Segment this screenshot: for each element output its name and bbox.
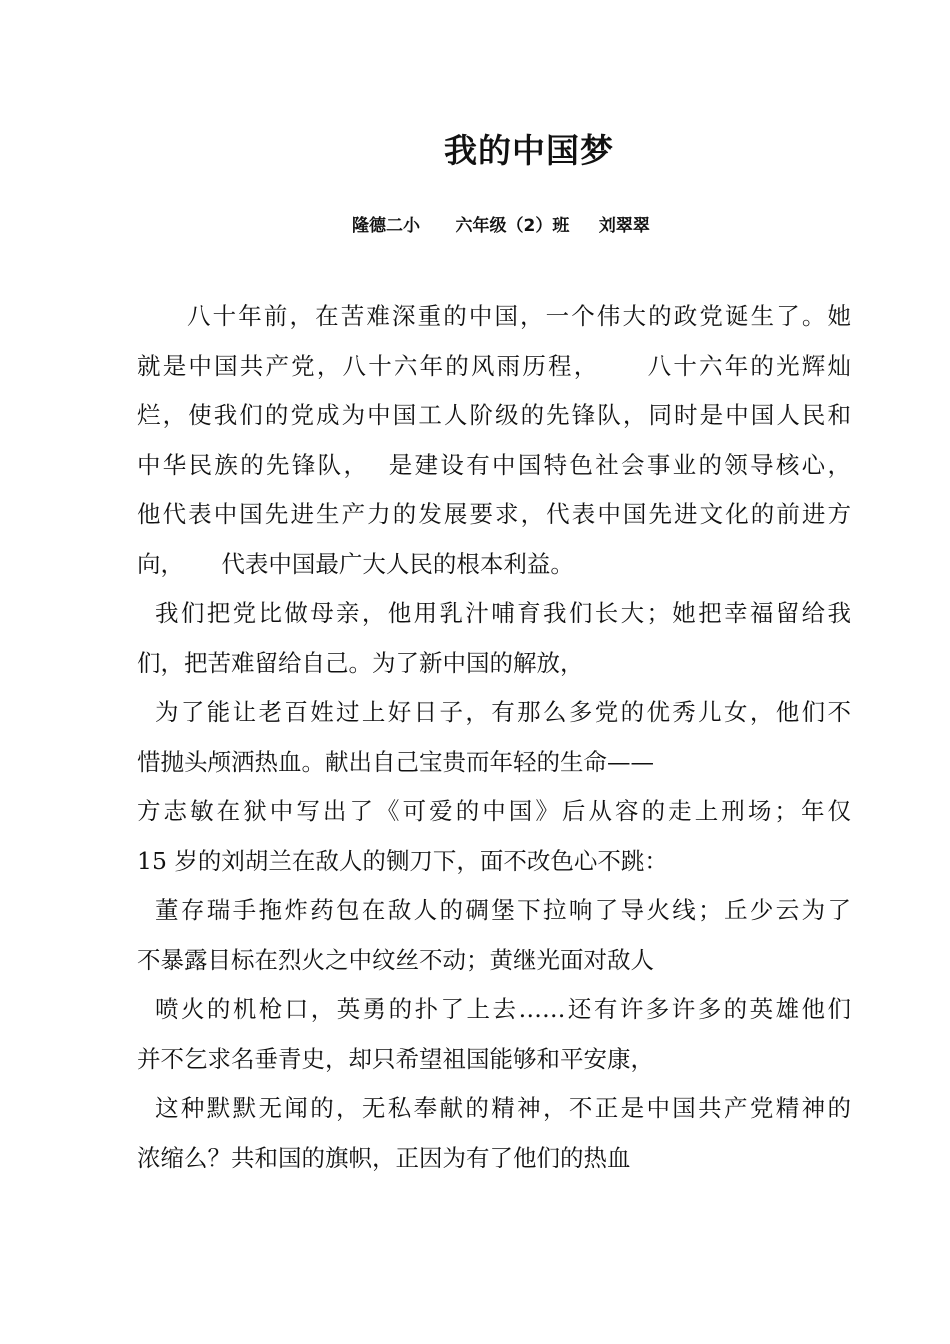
text-line: 并不乞求名垂青史，却只希望祖国能够和平安康， <box>137 1044 654 1073</box>
text-line: 不暴露目标在烈火之中纹丝不动；黄继光面对敌人 <box>137 945 654 974</box>
text-line: 他代表中国先进生产力的发展要求，代表中国先进文化的前进方 <box>137 500 851 528</box>
text-line: 为了能让老百姓过上好日子，有那么多党的优秀儿女，他们不 <box>155 698 851 726</box>
text-line: 八十年前，在苦难深重的中国，一个伟大的政党诞生了。她 <box>187 302 851 330</box>
author-byline: 隆德二小 六年级（2）班 刘翠翠 <box>352 216 650 236</box>
essay-body <box>137 292 851 1183</box>
text-line: 喷火的机枪口，英勇的扑了上去……还有许多许多的英雄他们 <box>155 995 851 1023</box>
text-line: 这种默默无闻的，无私奉献的精神，不正是中国共产党精神的 <box>155 1094 851 1122</box>
text-line: 烂，使我们的党成为中国工人阶级的先锋队，同时是中国人民和 <box>137 401 851 429</box>
text-line: 惜抛头颅洒热血。献出自己宝贵而年轻的生命—— <box>137 747 654 776</box>
document-title: 我的中国梦 <box>444 131 614 170</box>
text-line: 们，把苦难留给自己。为了新中国的解放， <box>137 648 584 677</box>
text-line: 方志敏在狱中写出了《可爱的中国》后从容的走上刑场；年仅 <box>137 797 851 825</box>
text-line: 向， 代表中国最广大人民的根本利益。 <box>137 549 574 578</box>
text-line: 浓缩么？共和国的旗帜，正因为有了他们的热血 <box>137 1143 631 1172</box>
text-line: 我们把党比做母亲，他用乳汁哺育我们长大；她把幸福留给我 <box>155 599 851 627</box>
text-line: 中华民族的先锋队， 是建设有中国特色社会事业的领导核心， <box>137 450 851 479</box>
text-line: 就是中国共产党，八十六年的风雨历程， 八十六年的光辉灿 <box>137 351 851 380</box>
text-line: 15 岁的刘胡兰在敌人的铡刀下，面不改色心不跳： <box>137 846 668 875</box>
text-line: 董存瑞手拖炸药包在敌人的碉堡下拉响了导火线；丘少云为了 <box>155 896 851 924</box>
